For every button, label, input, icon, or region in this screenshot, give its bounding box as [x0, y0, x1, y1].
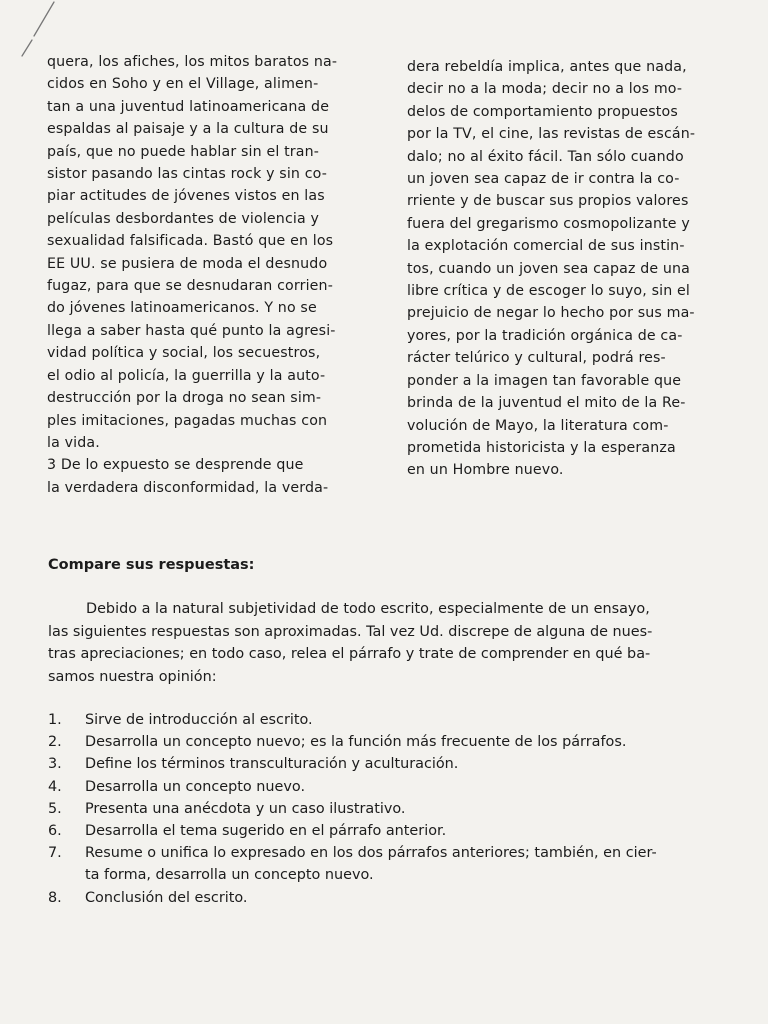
answer-line: Desarrolla un concepto nuevo; es la función más frecuente de los párrafos. — [85, 734, 627, 751]
answer-item — [48, 753, 718, 775]
answer-item — [48, 709, 718, 731]
text-line: EE UU. se pusiera de moda el desnudo — [47, 255, 328, 272]
text-line: la verdadera disconformidad, la verda- — [47, 479, 329, 496]
text-line: un joven sea capaz de ir contra la co- — [407, 171, 680, 188]
text-line: decir no a la moda; decir no a los mo- — [407, 81, 683, 98]
text-line: espaldas al paisaje y a la cultura de su — [47, 121, 329, 138]
answer-line: Desarrolla el tema sugerido en el párrafo anterior. — [85, 823, 447, 840]
answer-line: Conclusión del escrito. — [85, 889, 248, 906]
text-line: la vida. — [47, 434, 100, 451]
answer-number: 2. — [48, 734, 62, 751]
text-line: libre crítica y de escoger lo suyo, sin el — [407, 283, 690, 300]
answer-number: 6. — [48, 823, 62, 840]
text-line: rriente y de buscar sus propios valores — [407, 193, 689, 210]
text-line: quera, los afiches, los mitos baratos na- — [47, 54, 338, 70]
text-line: tos, cuando un joven sea capaz de una — [407, 260, 691, 277]
answers-list — [48, 709, 718, 909]
text-line: llega a saber hasta qué punto la agresi- — [47, 322, 336, 339]
text-line: destrucción por la droga no sean sim- — [47, 390, 322, 407]
text-line: en un Hombre nuevo. — [407, 462, 564, 479]
text-line: tan a una juventud latinoamericana de — [47, 98, 330, 115]
left-column-text — [47, 51, 365, 499]
text-line: prometida historicista y la esperanza — [407, 439, 676, 456]
answer-item — [48, 820, 718, 842]
text-line: el odio al policía, la guerrilla y la auto- — [47, 367, 326, 384]
text-line: piar actitudes de jóvenes vistos en las — [47, 188, 325, 205]
text-line: por la TV, el cine, las revistas de escán- — [407, 126, 696, 143]
answer-text — [85, 776, 718, 798]
text-line: rácter telúrico y cultural, podrá res- — [407, 350, 666, 367]
text-line: país, que no puede hablar sin el tran- — [47, 143, 320, 160]
text-line: películas desbordantes de violencia y — [47, 210, 320, 227]
answer-item — [48, 776, 718, 798]
answer-text — [85, 887, 718, 909]
text-line: delos de comportamiento propuestos — [407, 103, 678, 120]
answer-item — [48, 887, 718, 909]
text-line: prejuicio de negar lo hecho por sus ma- — [407, 305, 695, 322]
text-line: dalo; no al éxito fácil. Tan sólo cuando — [407, 148, 684, 165]
text-line: fuera del gregarismo cosmopolizante y — [407, 215, 690, 232]
answer-line: Sirve de introducción al escrito. — [85, 712, 313, 728]
answer-line: Desarrolla un concepto nuevo. — [85, 778, 306, 795]
text-line: la explotación comercial de sus instin- — [407, 238, 685, 255]
answer-text — [85, 842, 718, 886]
answer-item — [48, 798, 718, 820]
intro-line: las siguientes respuestas son aproximadas. Tal vez Ud. discrepe de alguna de nues- — [48, 623, 653, 640]
answer-text — [85, 798, 718, 820]
answer-item — [48, 731, 718, 753]
text-line: 3 De lo expuesto se desprende que — [47, 457, 304, 474]
text-line: sexualidad falsificada. Bastó que en los — [47, 233, 334, 250]
section-heading: Compare sus respuestas: — [48, 557, 255, 573]
answer-number: 3. — [48, 756, 62, 773]
answer-number: 5. — [48, 800, 62, 817]
intro-line: samos nuestra opinión: — [48, 668, 217, 685]
text-line: sistor pasando las cintas rock y sin co- — [47, 166, 328, 183]
answer-item — [48, 842, 718, 886]
text-line: cidos en Soho y en el Village, alimen- — [47, 76, 319, 93]
answer-text — [85, 731, 718, 753]
intro-line: Debido a la natural subjetividad de todo escrito, especialmente de un ensayo, — [86, 601, 650, 617]
intro-line: tras apreciaciones; en todo caso, relea el párrafo y trate de comprender en qué ba- — [48, 646, 651, 662]
answer-line: Define los términos transculturación y aculturación. — [85, 756, 459, 773]
answer-line: Resume o unifica lo expresado en los dos párrafos anteriores; también, en cier- — [85, 845, 657, 862]
text-line: fugaz, para que se desnudaran corrien- — [47, 278, 333, 295]
answer-number: 4. — [48, 778, 62, 795]
text-line: yores, por la tradición orgánica de ca- — [407, 327, 683, 344]
text-line: brinda de la juventud el mito de la Re- — [407, 395, 686, 412]
text-line: vidad política y social, los secuestros, — [47, 345, 321, 362]
answer-line: Presenta una anécdota y un caso ilustrativo. — [85, 800, 406, 817]
answer-number: 8. — [48, 889, 62, 906]
text-line: ponder a la imagen tan favorable que — [407, 372, 682, 389]
text-line: do jóvenes latinoamericanos. Y no se — [47, 300, 317, 317]
text-line: ples imitaciones, pagadas muchas con — [47, 412, 328, 429]
answer-text — [85, 753, 718, 775]
intro-paragraph — [48, 598, 712, 688]
answer-line: ta forma, desarrolla un concepto nuevo. — [85, 867, 374, 884]
right-column-text — [407, 56, 723, 482]
answer-text — [85, 709, 718, 731]
answer-text — [85, 820, 718, 842]
text-line: volución de Mayo, la literatura com- — [407, 417, 669, 434]
answer-number: 7. — [48, 845, 62, 862]
answer-number: 1. — [48, 712, 62, 728]
text-line: dera rebeldía implica, antes que nada, — [407, 59, 687, 75]
